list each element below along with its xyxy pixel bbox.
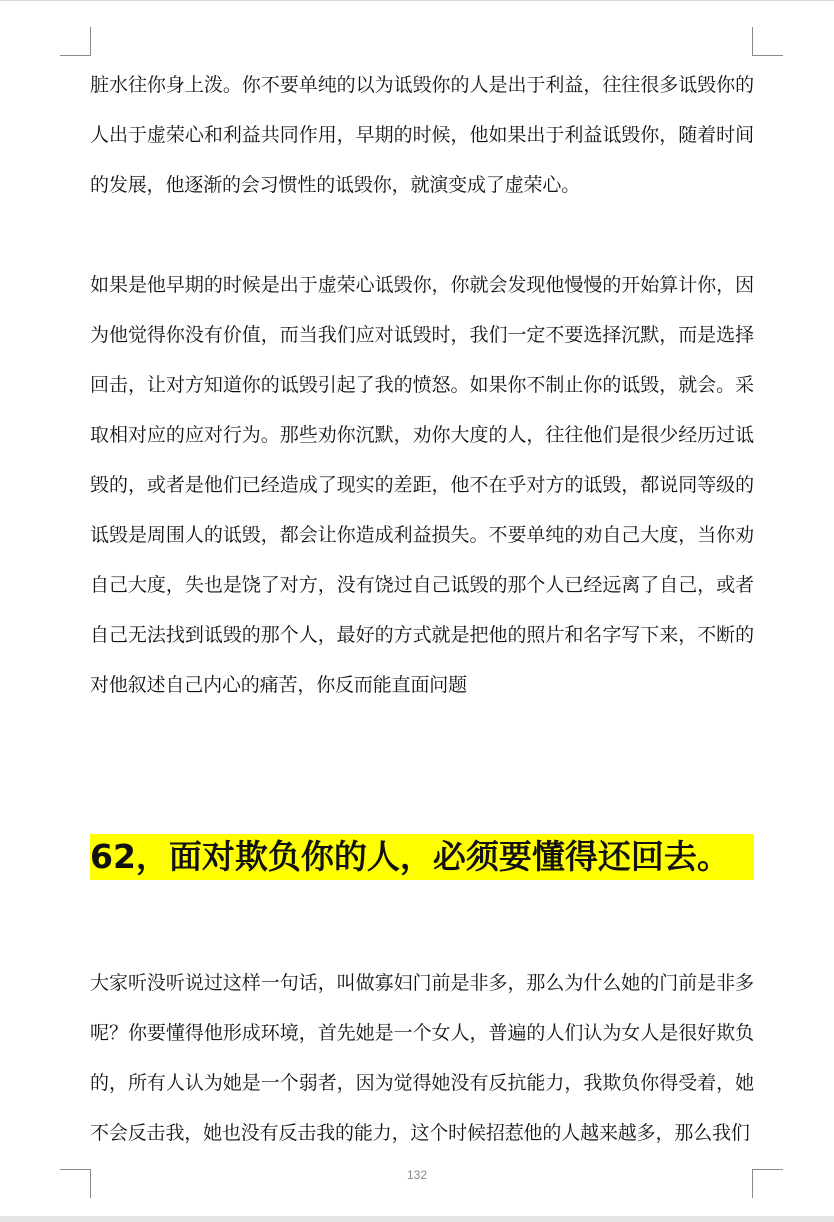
paragraph-3: 大家听没听说过这样一句话，叫做寡妇门前是非多，那么为什么她的门前是非多呢？你要懂得他形成环境，首先她是一个女人，普遍的人们认为女人是很好欺负的，所有人认为她是一个弱者，因为觉得她没有反抗能力，我欺负你得受着，她不会反击我，她也没有反击我的能力，这个时候招惹他的人越来越多，那么我们 (90, 972, 754, 1144)
section-heading: 62，面对欺负你的人，必须要懂得还回去。 (90, 834, 754, 880)
section-heading-block (90, 834, 754, 880)
page-number: 132 (406, 1168, 428, 1182)
paragraph-2: 如果是他早期的时候是出于虚荣心诋毁你，你就会发现他慢慢的开始算计你，因为他觉得你没有价值，而当我们应对诋毁时，我们一定不要选择沉默，而是选择回击，让对方知道你的诋毁引起了我的愤怒。如果你不制止你的诋毁，就会。采取相对应的应对行为。那些劝你沉默，劝你大度的人，往往他们是很少经历过诋毁的，或者是他们已经造成了现实的差距，他不在乎对方的诋毁，都说同等级的诋毁是周围人的诋毁，都会让你造成利益损失。不要单纯的劝自己大度，当你劝自己大度，失也是饶了对方，没有饶过自己诋毁的那个人已经远离了自己，或者自己无法找到诋毁的那个人，最好的方式就是把他的照片和名字写下来，不断的对他叙述自己内心的痛苦，你反而能直面问题 (90, 274, 754, 696)
paragraph-1: 脏水往你身上泼。你不要单纯的以为诋毁你的人是出于利益，往往很多诋毁你的人出于虚荣心和利益共同作用，早期的时候，他如果出于利益诋毁你，随着时间的发展，他逐渐的会习惯性的诋毁你，就演变成了虚荣心。 (90, 74, 754, 196)
crop-mark-bottom-right (752, 1169, 783, 1198)
crop-mark-top-left (60, 27, 91, 56)
crop-mark-bottom-left (60, 1169, 91, 1198)
page-content (90, 60, 754, 1158)
crop-mark-top-right (752, 27, 783, 56)
page-bottom-edge (0, 1216, 834, 1222)
